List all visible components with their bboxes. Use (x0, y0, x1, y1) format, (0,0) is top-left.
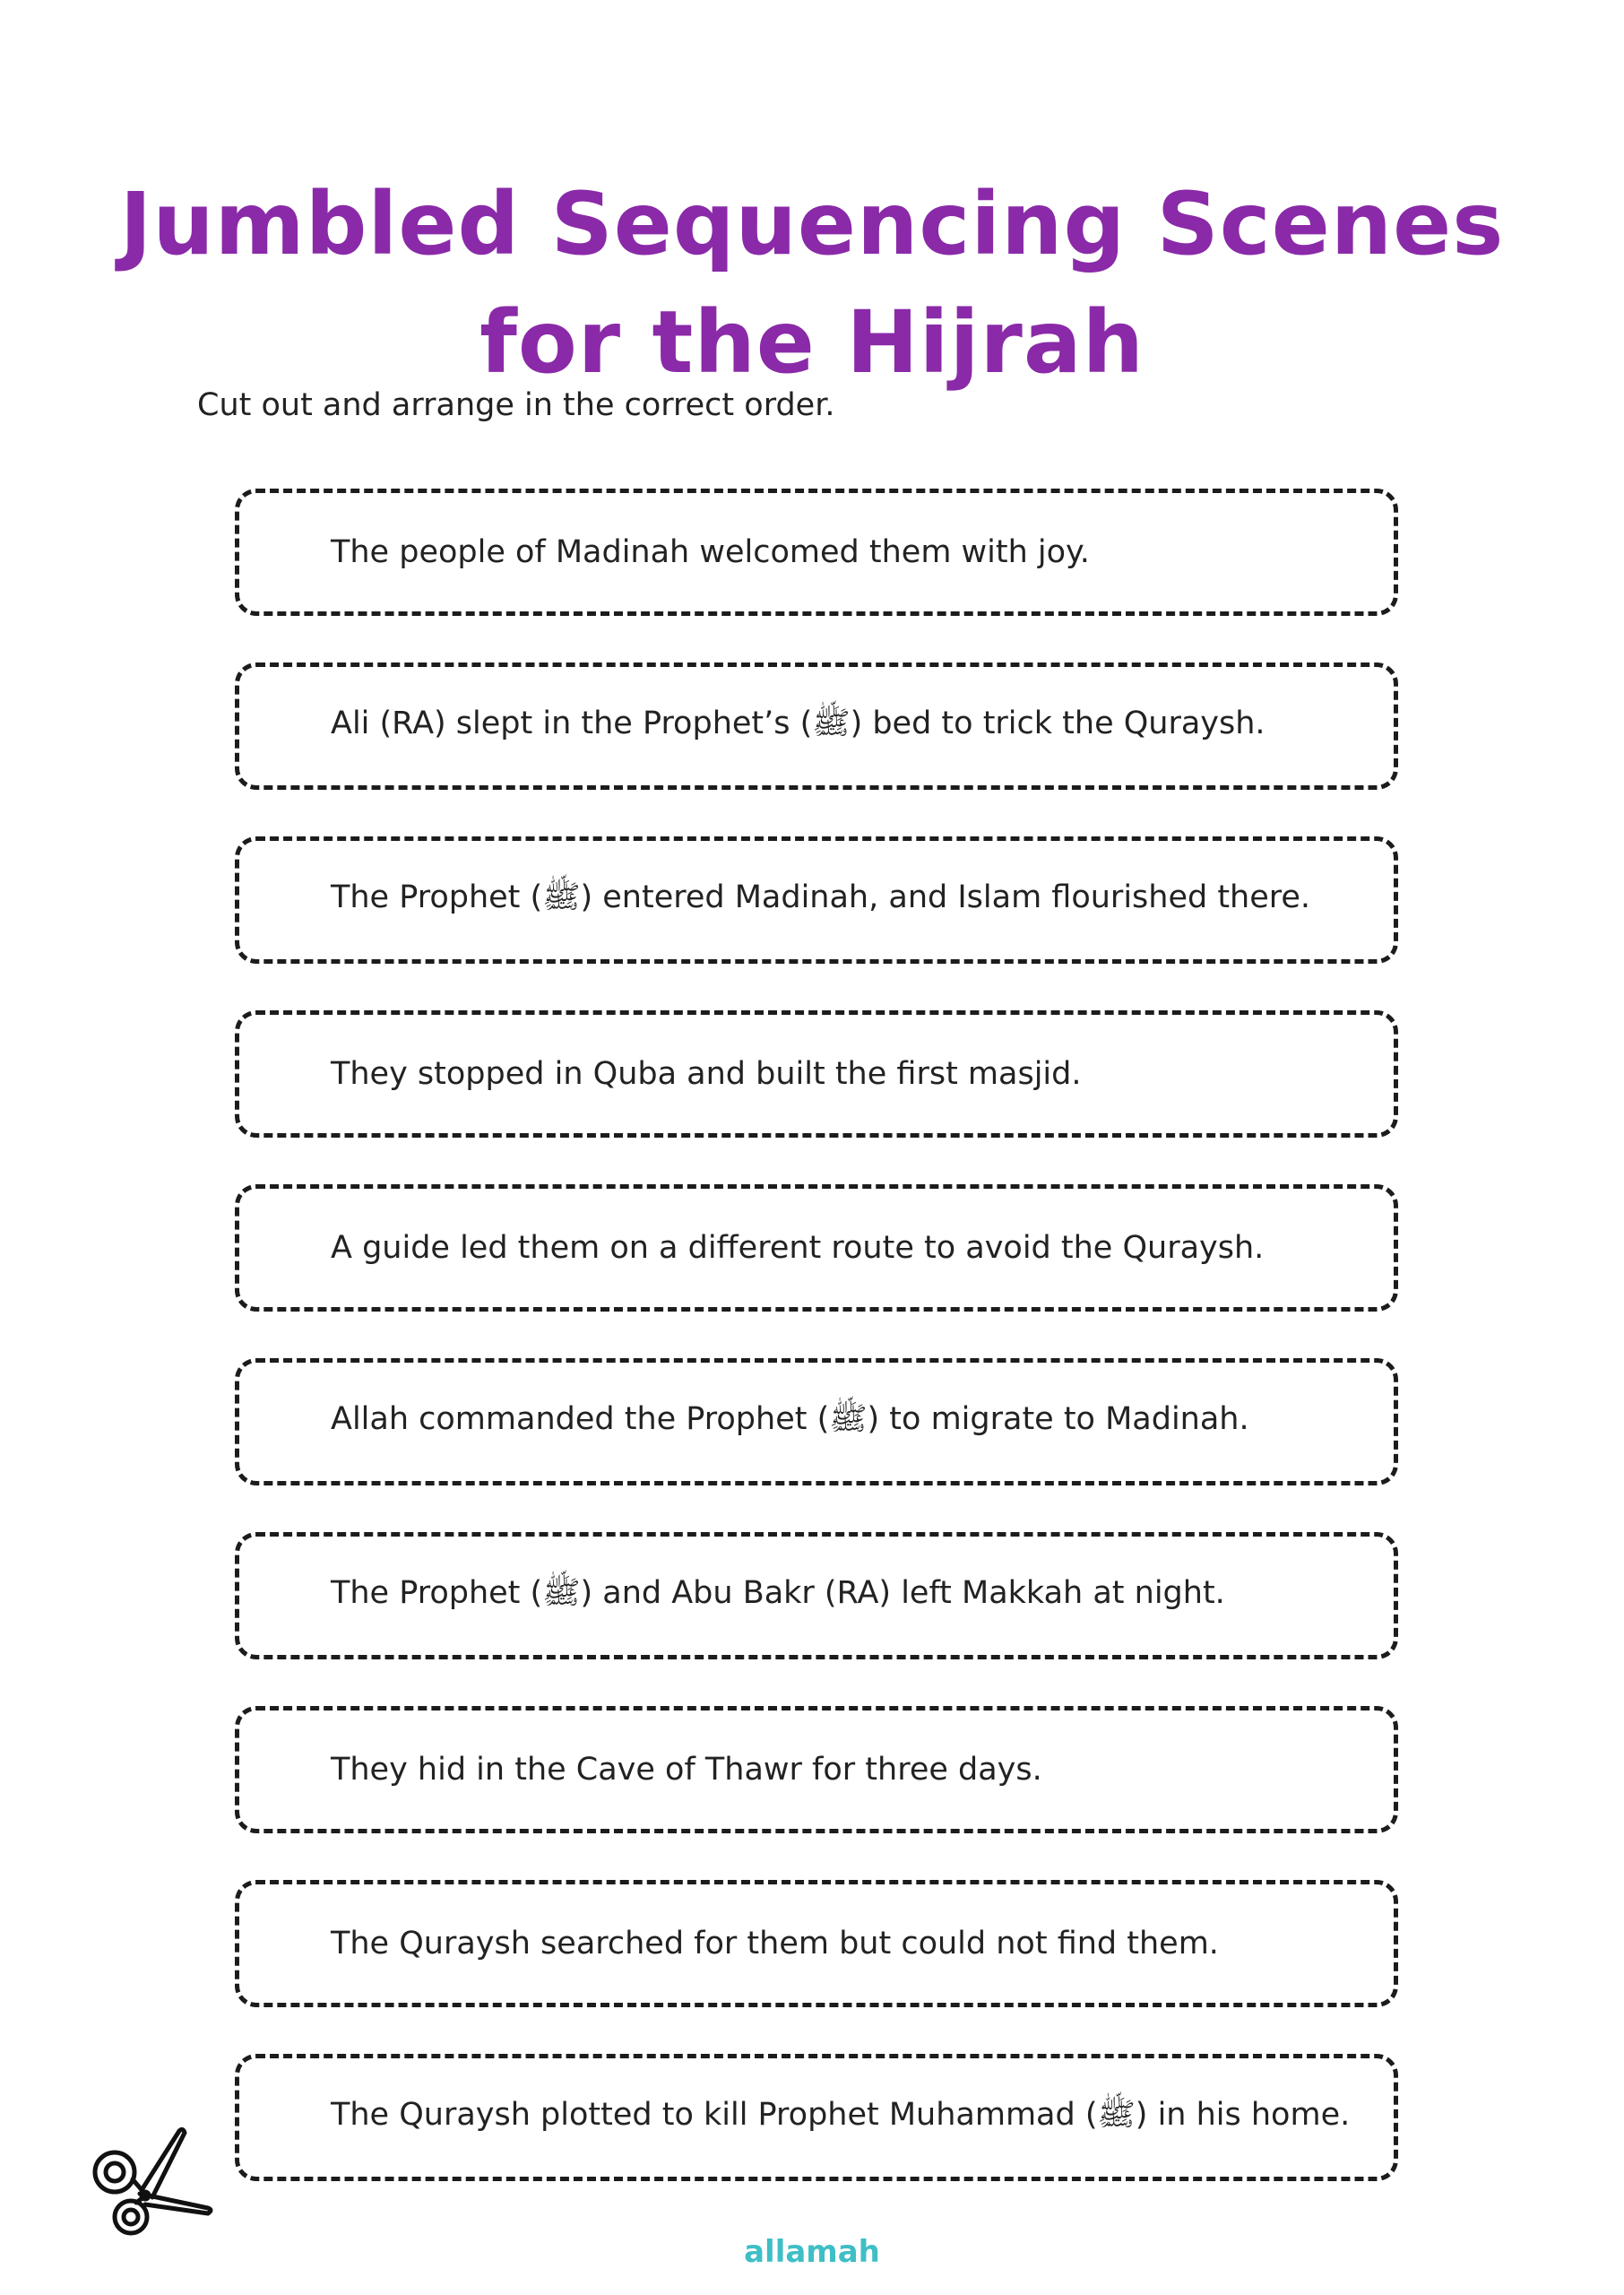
sequence-cards (235, 489, 1398, 2228)
scene-card: Allah commanded the Prophet (ﷺ) to migrate to Madinah. (235, 1358, 1398, 1485)
page-title-line-1: Jumbled Sequencing Scenes (119, 174, 1505, 275)
brand-logo: allamah (744, 2234, 880, 2270)
instruction-text: Cut out and arrange in the correct order. (197, 387, 835, 423)
scene-card: They hid in the Cave of Thawr for three days. (235, 1706, 1398, 1833)
scene-card: Ali (RA) slept in the Prophet’s (ﷺ) bed to trick the Quraysh. (235, 663, 1398, 790)
page-title (0, 165, 1624, 402)
scene-card: The Quraysh searched for them but could not find them. (235, 1880, 1398, 2007)
scissors-icon (90, 2120, 215, 2237)
scene-card: The people of Madinah welcomed them with joy. (235, 489, 1398, 616)
scene-card: The Prophet (ﷺ) and Abu Bakr (RA) left Makkah at night. (235, 1532, 1398, 1659)
scene-card: They stopped in Quba and built the first masjid. (235, 1010, 1398, 1138)
scene-card: A guide led them on a different route to avoid the Quraysh. (235, 1184, 1398, 1312)
scene-card: The Prophet (ﷺ) entered Madinah, and Islam flourished there. (235, 836, 1398, 964)
scene-card: The Quraysh plotted to kill Prophet Muhammad (ﷺ) in his home. (235, 2054, 1398, 2181)
page-title-line-2: for the Hijrah (479, 292, 1145, 394)
